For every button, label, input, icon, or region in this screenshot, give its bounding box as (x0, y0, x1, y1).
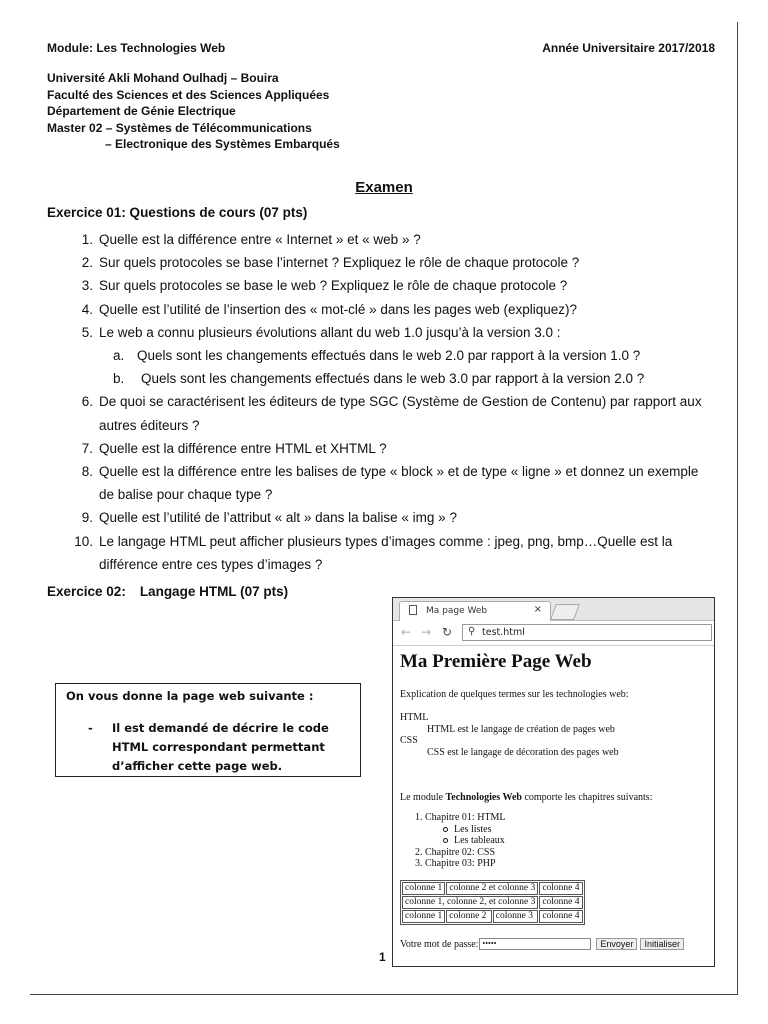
circle-bullet-icon (443, 838, 448, 843)
page-number: 1 (379, 950, 386, 964)
chapter-list (415, 812, 506, 870)
demo-table (400, 880, 585, 925)
question-number: 4. (81, 301, 93, 317)
explanation-text: Explication de quelques termes sur les technologies web: (400, 689, 629, 700)
list-item (415, 835, 506, 847)
question-6 (64, 390, 716, 436)
term: HTML (400, 712, 429, 723)
browser-toolbar (393, 621, 714, 646)
question-text: Sur quels protocoles se base l’internet ? Expliquez le rôle de chaque protocole ? (99, 255, 580, 271)
question-list (64, 228, 716, 576)
department: Département de Génie Electrique (47, 104, 236, 118)
table-row (402, 896, 583, 909)
university: Université Akli Mohand Oulhadj – Bouira (47, 71, 279, 85)
submit-button[interactable]: Envoyer (596, 938, 637, 950)
list-item-label: Les tableaux (454, 835, 505, 846)
module-name-bold: Technologies Web (445, 792, 522, 803)
address-bar[interactable] (462, 624, 712, 641)
table-cell: colonne 1 (402, 882, 445, 895)
question-10 (64, 530, 716, 576)
term: CSS (400, 735, 418, 746)
question-number: 8. (81, 464, 93, 480)
browser-tabbar (393, 598, 714, 621)
table-row (402, 910, 583, 923)
list-item: 1. Chapitre 01: HTML (415, 812, 506, 823)
instruction-intro: On vous donne la page web suivante : (66, 689, 314, 703)
question-number: a. (113, 348, 125, 364)
reset-button[interactable]: Initialiser (640, 938, 684, 950)
table-cell: colonne 4 (539, 882, 582, 895)
instruction-dash: - (88, 721, 93, 735)
question-number: b. (113, 371, 125, 387)
question-7 (64, 437, 716, 460)
question-text: Quelle est l’utilité de l’insertion des « mot-clé » dans les pages web (expliquez)? (99, 301, 578, 317)
list-item-label: Les listes (454, 823, 492, 835)
faculty: Faculté des Sciences et des Sciences Appliquées (47, 87, 330, 102)
question-text: Le web a connu plusieurs évolutions allant du web 1.0 jusqu’à la version 3.0 : (99, 324, 561, 340)
list-item: 3. Chapitre 03: PHP (415, 858, 496, 869)
browser-screenshot (392, 597, 715, 967)
question-text: De quoi se caractérisent les éditeurs de type SGC (Système de Gestion de Contenu) par rapport aux autres éditeurs ? (99, 394, 702, 433)
password-form (400, 938, 684, 950)
academic-year: Année Universitaire 2017/2018 (542, 41, 715, 55)
exercise2-subject: Langage HTML (07 pts) (139, 584, 289, 599)
question-number: 9. (81, 510, 93, 526)
exam-title: Examen (355, 179, 413, 196)
question-8 (64, 460, 716, 506)
master-specialty: – Electronique des Systèmes Embarqués (105, 137, 340, 151)
password-label: Votre mot de passe: (400, 938, 479, 950)
instruction-box (55, 683, 361, 777)
question-number: 2. (81, 255, 93, 271)
institution-block (47, 70, 340, 153)
document-header (47, 41, 715, 55)
exercise2-title (47, 584, 288, 599)
module-text: comporte les chapitres suivants: (521, 792, 653, 803)
definition: CSS est le langage de décoration des pages web (427, 746, 619, 758)
table-cell: colonne 2 (446, 910, 492, 923)
question-2 (64, 251, 716, 274)
url-text: test.html (482, 627, 525, 638)
question-text: Sur quels protocoles se base le web ? Expliquez le rôle de chaque protocole ? (99, 278, 568, 294)
question-5b (64, 367, 716, 390)
exercise2-label: Exercice 02: (47, 584, 126, 599)
table-row (402, 882, 583, 895)
question-number: 1. (81, 232, 93, 247)
table-cell: colonne 3 (493, 910, 539, 923)
question-5a (64, 344, 716, 367)
question-5 (64, 321, 716, 344)
question-text: Quels sont les changements effectués dans le web 2.0 par rapport à la version 1.0 ? (137, 348, 641, 364)
module-name: Module: Les Technologies Web (47, 41, 226, 55)
definition-list (400, 712, 700, 758)
new-tab-button[interactable] (550, 604, 580, 620)
document-icon (409, 605, 417, 615)
reload-icon[interactable]: ↻ (442, 625, 453, 639)
back-arrow-icon[interactable]: ← (401, 625, 412, 639)
page-heading: Ma Première Page Web (400, 651, 592, 672)
question-text: Quelle est l’utilité de l’attribut « alt » dans la balise « img » ? (99, 510, 457, 526)
password-input[interactable]: ••••• (479, 938, 591, 950)
browser-tab[interactable] (399, 601, 551, 621)
question-text: Le langage HTML peut afficher plusieurs types d’images comme : jpeg, png, bmp…Quelle est la différence entre ces types d’images ? (99, 533, 673, 572)
circle-bullet-icon (443, 827, 448, 832)
forward-arrow-icon[interactable]: → (421, 625, 432, 639)
definition: HTML est le langage de création de pages web (427, 723, 615, 735)
exercise1-title: Exercice 01: Questions de cours (07 pts) (47, 205, 308, 220)
table-cell: colonne 1 (402, 910, 445, 923)
question-text: Quelle est la différence entre HTML et XHTML ? (99, 440, 387, 456)
question-number: 7. (81, 440, 93, 456)
question-text: Quelle est la différence entre les balises de type « block » et de type « ligne » et donnez un exemple de balise pour chaque type ? (99, 464, 699, 503)
question-number: 5. (81, 324, 93, 340)
table-cell: colonne 4 (539, 896, 582, 909)
question-number: 3. (81, 278, 93, 294)
question-number: 6. (81, 394, 93, 410)
list-item: 2. Chapitre 02: CSS (415, 846, 496, 858)
question-9 (64, 506, 716, 529)
instruction-text: Il est demandé de décrire le code HTML correspondant permettant d’afficher cette page web. (112, 721, 329, 773)
module-sentence (400, 792, 652, 803)
question-number: 10. (74, 533, 93, 549)
question-4 (64, 298, 716, 321)
master-program: Master 02 – Systèmes de Télécommunications (47, 120, 312, 135)
question-3 (64, 274, 716, 297)
close-icon[interactable]: × (533, 604, 542, 615)
table-cell: colonne 1, colonne 2, et colonne 3 (402, 896, 538, 909)
question-text: Quelle est la différence entre « Internet » et « web » ? (99, 232, 421, 247)
list-item (415, 824, 506, 836)
table-cell: colonne 2 et colonne 3 (446, 882, 538, 895)
table-cell: colonne 4 (539, 910, 582, 923)
question-text: Quels sont les changements effectués dans le web 3.0 par rapport à la version 2.0 ? (141, 371, 645, 387)
search-icon: ⚲ (468, 626, 476, 637)
tab-title: Ma page Web (426, 606, 488, 616)
module-text: Le module (400, 792, 446, 803)
question-1 (64, 228, 716, 251)
